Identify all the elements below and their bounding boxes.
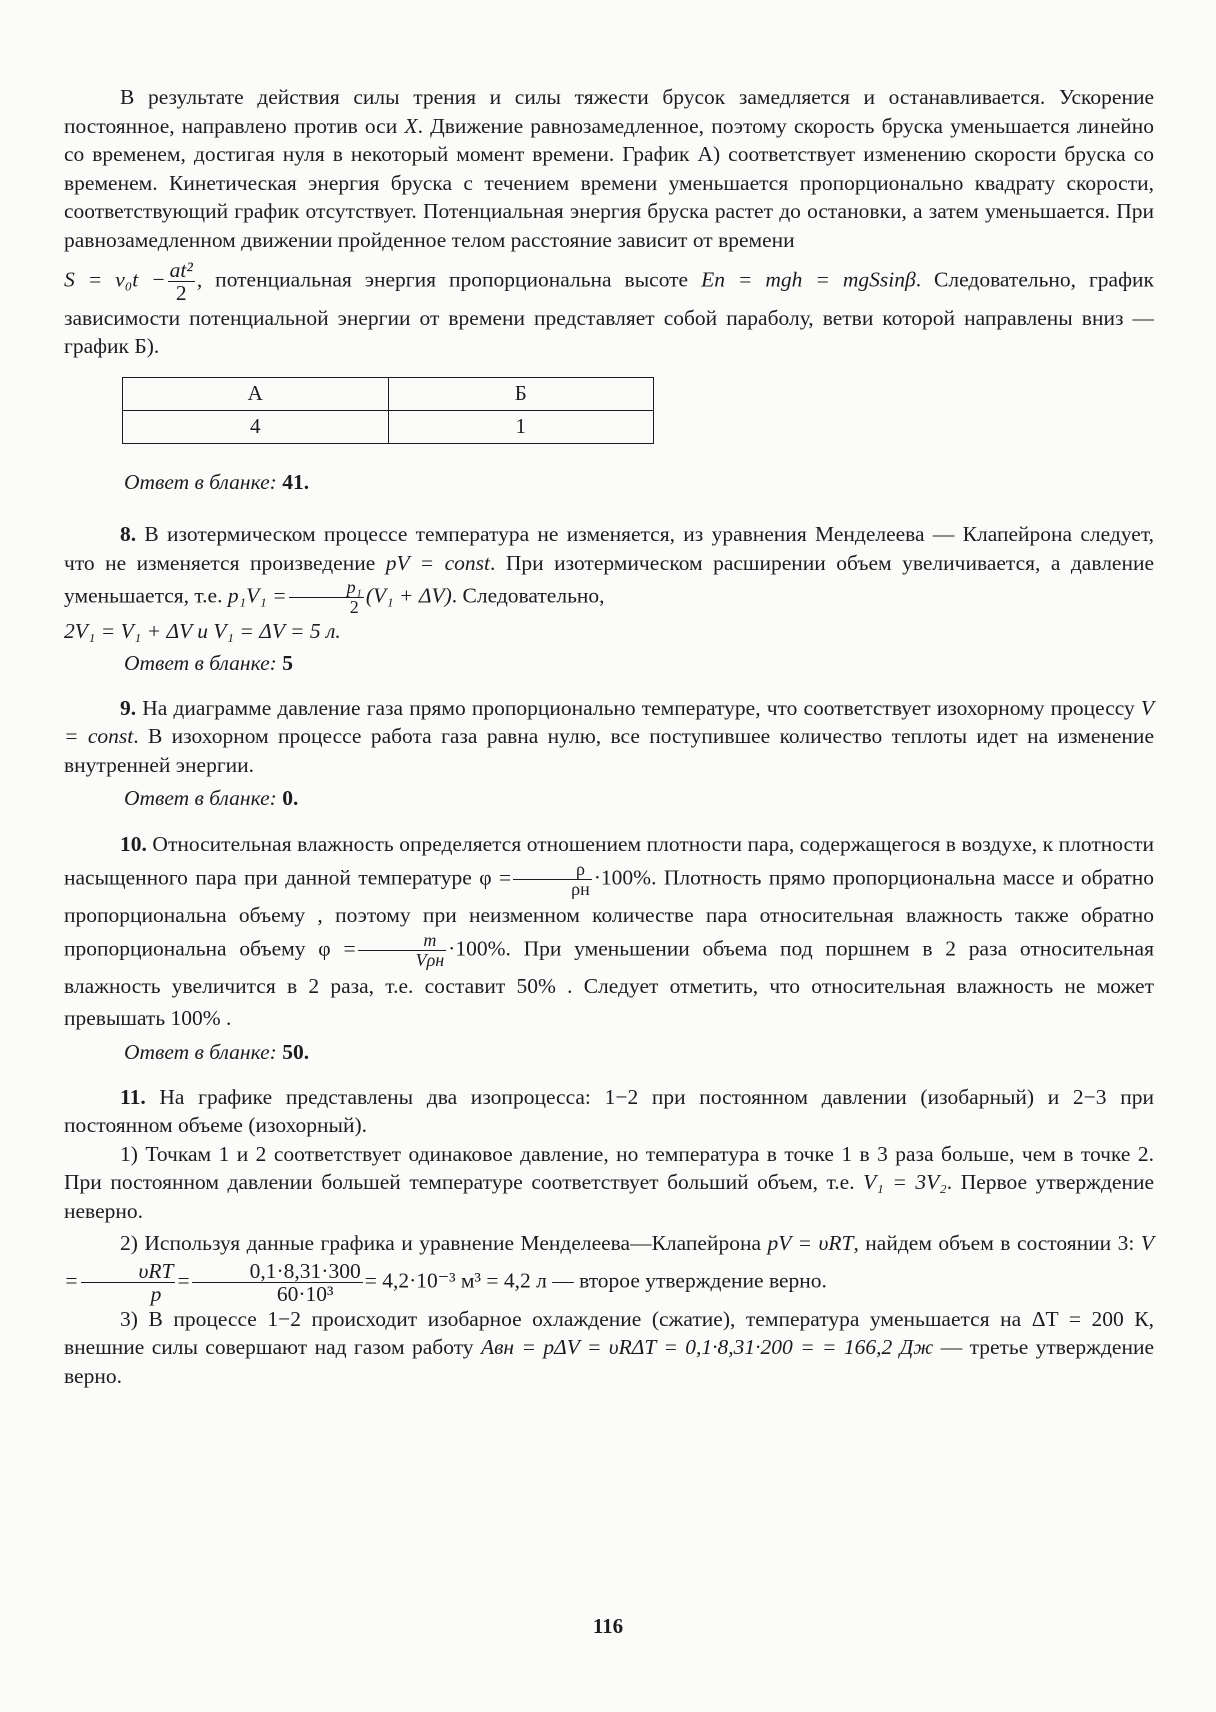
formula: ·100% [448, 936, 506, 961]
answer-value: 41. [282, 469, 310, 494]
paragraph-q7-formula [64, 259, 1154, 361]
text: 3) В процессе 1−2 происходит изобарное охлаждение (сжатие), температура уменьшается на ΔT = 200 К, внешние силы совершают над газом работу [64, 1306, 1154, 1360]
question-number: 10. [120, 832, 147, 857]
answer-q9: Ответ в бланке: 0. [124, 785, 299, 810]
question-number: 9. [120, 695, 137, 720]
text: . В изохорном процессе работа газа равна нулю, все поступившее количество теплоты идет на изменение внутренней энергии. [64, 724, 1154, 777]
text: . Плотность прямо пропорциональна массе и обратно пропорциональна объему , поэтому при неизменном количестве пара относительная влажность также обратно пропорциональна объему [64, 865, 1154, 961]
denominator: ρн [571, 879, 590, 900]
text: В результате действия силы трения и силы тяжести брусок замедляется и останавливается. Ускорение постоянное, направлено против оси [64, 85, 1154, 138]
text: . При уменьшении объема под поршнем в 2 раза относительная влажность увеличится в 2 раза, т.е. составит 50% . Следует отметить, что относительная влажность не может превышать 100% . [64, 936, 1154, 1031]
answer-label: Ответ в бланке [124, 785, 270, 810]
text: . Следовательно, [451, 582, 605, 607]
text: , найдем объем в состоянии 3: [853, 1230, 1135, 1255]
fraction [289, 578, 364, 617]
numerator: ρ [513, 860, 592, 880]
table-header: Б [388, 377, 654, 410]
paragraph-q10 [64, 828, 1154, 1034]
formula: pV = υRT [767, 1230, 854, 1255]
formula: Aвн = pΔV = υRΔT = 0,1·8,31·200 = = 166,2 Дж [480, 1335, 934, 1360]
answer-value: 5 [282, 651, 293, 676]
answer-q7: Ответ в бланке: 41. [124, 469, 310, 494]
denominator: 2 [175, 280, 187, 305]
paragraph-q11-s3 [64, 1305, 1154, 1391]
paragraph-q8-eq [64, 617, 1154, 646]
numerator: m [358, 931, 447, 951]
denominator: 2 [349, 596, 359, 617]
numerator: at² [169, 257, 193, 282]
denominator: 60·10³ [276, 1281, 334, 1306]
formula: (V₁ + ΔV) [365, 582, 452, 607]
text: . Следовательно, график зависимости потенциальной энергии от времени представляет собой параболу, ветви которой направлены вниз — график Б). [64, 267, 1154, 359]
text: 1) Точкам 1 и 2 соответствует одинаковое давление, но температура в точке 1 в 3 раза больше, чем в точке 2. При постоянном давлении большей температуре соответствует больший объем, т.е. [64, 1141, 1154, 1195]
answer-q10: Ответ в бланке: 50. [124, 1040, 310, 1065]
text: В изотермическом процессе температура не изменяется, из уравнения Менделеева — Клапейрона следует, что не изменяется произведение [64, 522, 1155, 575]
table-cell: 1 [388, 410, 654, 443]
answer-label: Ответ в бланке [124, 469, 270, 494]
formula: 2V₁ = V₁ + ΔV и V₁ = ΔV = 5 л. [64, 618, 341, 643]
paragraph-q11-s1 [64, 1140, 1154, 1226]
axis-label: X [404, 113, 418, 138]
formula-energy: Eп = mgh = mgSsinβ [701, 267, 916, 291]
text: На графике представлены два изопроцесса: 1−2 при постоянном давлении (изобарный) и 2−3 при постоянном объеме (изохорный). [64, 1084, 1154, 1138]
text: Относительная влажность определяется отношением плотности пара, содержащегося в воздухе, к плотности насыщенного пара при данной температуре [64, 832, 1154, 890]
paragraph-q8 [64, 520, 1154, 616]
question-number: 8. [120, 522, 137, 547]
denominator: Vρн [415, 950, 445, 971]
text: . Первое утверждение неверно. [64, 1170, 1154, 1224]
answer-table [122, 377, 654, 444]
fraction [81, 1260, 176, 1305]
formula: φ = [318, 936, 356, 961]
denominator: p [150, 1281, 162, 1306]
table-row [123, 377, 654, 410]
table-header: А [123, 377, 389, 410]
answer-label: Ответ в бланке [124, 1040, 270, 1065]
numerator: p₁ [289, 578, 364, 598]
text: , потенциальная энергия пропорциональна высоте [196, 267, 689, 291]
text: . При изотермическом расширении объем увеличивается, а давление уменьшается, т.е. [64, 550, 1155, 607]
paragraph-q9 [64, 694, 1154, 780]
formula: p₁V₁ = [227, 582, 287, 607]
text: — второе утверждение верно. [552, 1268, 827, 1293]
formula: V = const [64, 695, 1155, 749]
fraction [358, 931, 447, 970]
fraction [168, 259, 195, 304]
table-cell: 4 [123, 410, 389, 443]
question-number: 11. [120, 1084, 146, 1109]
text: 2) Используя данные графика и уравнение Менделеева—Клапейрона [120, 1230, 762, 1255]
table-row [123, 410, 654, 443]
numerator: 0,1·8,31·300 [192, 1260, 363, 1283]
text: На диаграмме давление газа прямо пропорционально температуре, что соответствует изохорному процессу [142, 695, 1135, 720]
answer-value: 0. [282, 785, 299, 810]
paragraph-q11-s2: 2) Используя данные графика и уравнение Менделеева—Клапейрона pV = υRT, найдем объем в состоянии 3: V = $\frac{\text{υRT}}{p}$ = $\frac{0,1\cdot 8,31\cdot 300}{\text{60·10³}}$ = 4,2·10⁻³ м³ = 4,2 л — второе утверждение верно. [64, 1230, 1154, 1306]
paragraph-q11-intro [64, 1083, 1154, 1140]
formula-result: = 4,2·10⁻³ м³ = 4,2 л [364, 1268, 547, 1293]
formula-distance: S = v₀t − [64, 267, 166, 291]
answer-label: Ответ в бланке [124, 651, 270, 676]
formula: V = [64, 1230, 1154, 1293]
fraction [513, 860, 592, 899]
fraction [192, 1260, 363, 1305]
text: . Движение равнозамедленное, поэтому скорость бруска уменьшается линейно со временем, достигая нуля в некоторый момент времени. График А) соответствует изменению скорости бруска со временем. Кинетическая энергия бруска с течением времени уменьшается пропорционально квадрату скорости, соответствующий график отсутствует. Потенциальная энергия бруска растет до остановки, а затем уменьшается. При равнозамедленном движении пройденное телом расстояние зависит от времени [64, 113, 1154, 252]
formula: pV = const [385, 550, 491, 575]
page-number: 116 [592, 1614, 624, 1638]
formula: ·100% [593, 865, 652, 890]
formula: V₁ = 3V₂ [863, 1170, 947, 1195]
paragraph-q7-solution [64, 83, 1154, 255]
numerator: υRT [81, 1260, 176, 1283]
answer-q8: Ответ в бланке: 5 [124, 651, 293, 676]
text: — третье утверждение верно. [64, 1335, 1155, 1388]
page-content [64, 83, 1154, 1390]
answer-value: 50. [282, 1040, 310, 1065]
formula: φ = [479, 865, 512, 890]
